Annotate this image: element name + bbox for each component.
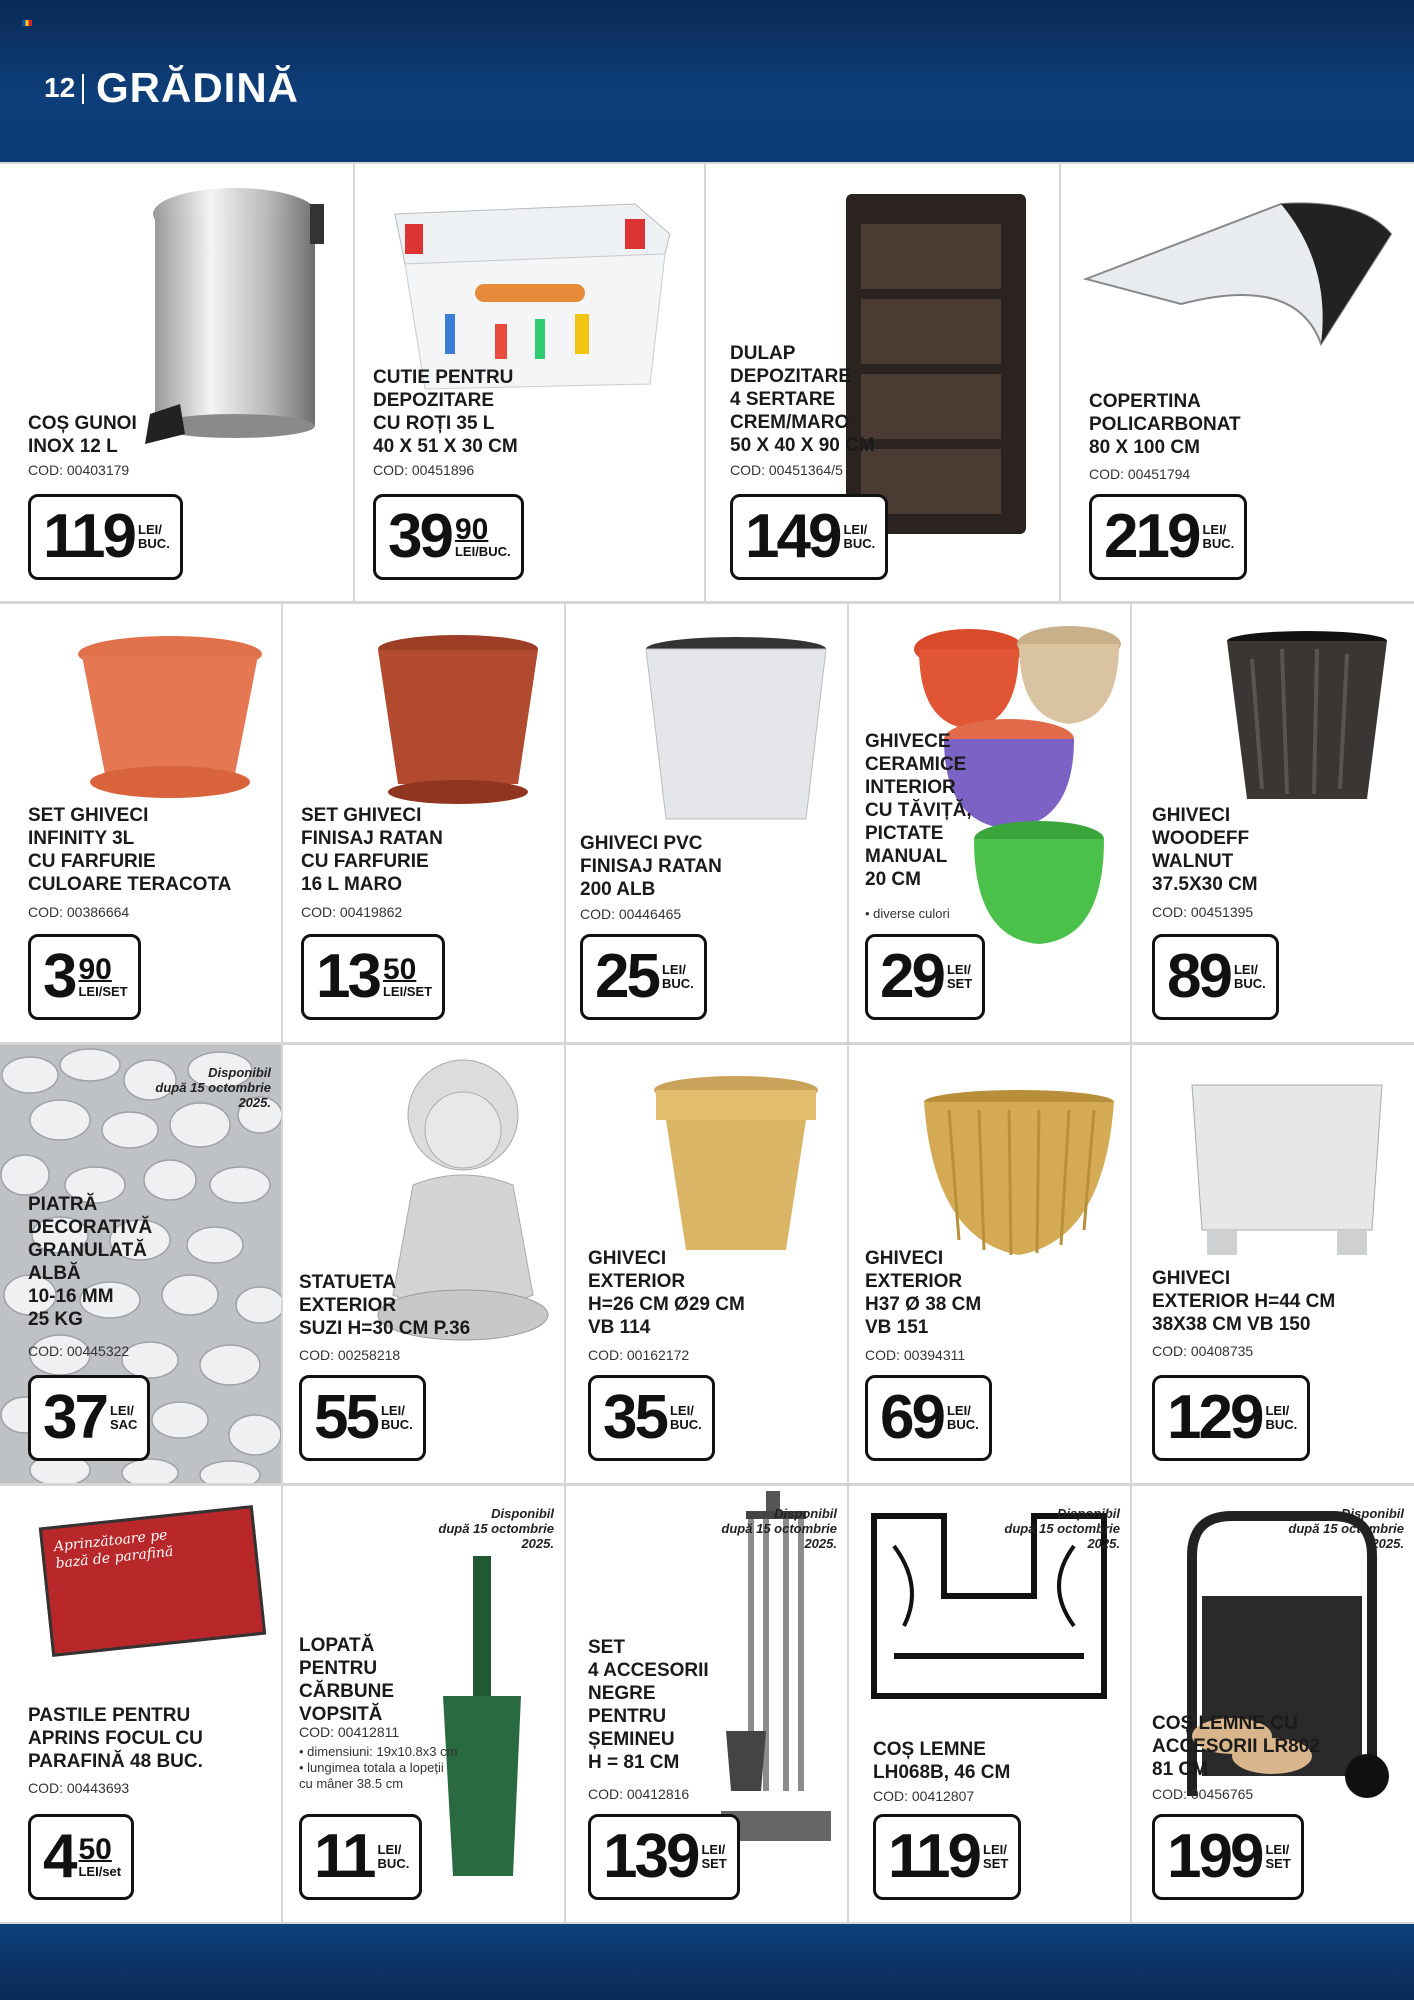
- price-tag: [865, 934, 985, 1020]
- availability-note: Disponibil după 15 octombrie 2025.: [721, 1506, 837, 1551]
- price-integer: 119: [888, 1822, 980, 1891]
- product-code: COD: 00394311: [865, 1347, 966, 1363]
- product-name: COȘ LEMNE CU ACCESORII LR802 81 CM: [1152, 1713, 1320, 1780]
- section-title: GRĂDINĂ: [96, 64, 299, 111]
- page-footer: [0, 1924, 1414, 2000]
- price-tag: [1089, 494, 1247, 580]
- price-unit: LEI/ SET: [946, 962, 973, 991]
- price-integer: 219: [1104, 502, 1199, 571]
- price-decimal: 90: [454, 513, 489, 546]
- price-unit: LEI/ BUC.: [669, 1403, 702, 1432]
- granite-pot-image: [1187, 1080, 1387, 1260]
- product-code: COD: 00412811: [299, 1724, 400, 1740]
- availability-note: Disponibil după 15 octombrie 2025.: [1288, 1506, 1404, 1551]
- price-tag: [1152, 934, 1279, 1020]
- price-tag: [28, 934, 141, 1020]
- price-integer: 35: [603, 1383, 666, 1452]
- canopy-image: [1081, 194, 1401, 354]
- price-integer: 69: [880, 1383, 943, 1452]
- product-card-statue[interactable]: [283, 1045, 564, 1483]
- price-tag: [588, 1814, 740, 1900]
- price-integer: 3: [43, 942, 75, 1011]
- terracotta-pot-image: [70, 634, 270, 814]
- price-tag: [28, 494, 183, 580]
- product-card-infinity-pot[interactable]: [0, 604, 281, 1042]
- price-unit: LEI/SET: [78, 984, 128, 999]
- product-card-canopy[interactable]: [1061, 164, 1414, 601]
- product-code: COD: 00451896: [373, 462, 475, 478]
- price-decimal: 50: [78, 1833, 112, 1866]
- product-name: STATUETA EXTERIOR SUZI H=30 CM P.36: [299, 1272, 471, 1339]
- availability-note: Disponibil după 15 octombrie 2025.: [1004, 1506, 1120, 1551]
- product-card-log-cart[interactable]: [1132, 1486, 1414, 1922]
- product-code: COD: 00412816: [588, 1786, 690, 1802]
- product-card-pvc-pot-white[interactable]: [566, 604, 847, 1042]
- price-tag: [28, 1375, 150, 1461]
- product-code: COD: 00419862: [301, 904, 403, 920]
- price-unit: LEI/ BUC.: [1202, 522, 1235, 551]
- product-name: SET 4 ACCESORII NEGRE PENTRU ȘEMINEU H = 81 CM: [588, 1637, 709, 1773]
- price-decimal: 90: [78, 953, 112, 986]
- price-unit: LEI/ SAC: [109, 1403, 138, 1432]
- price-unit: LEI/set: [78, 1864, 122, 1879]
- product-note: • diverse culori: [865, 906, 950, 921]
- price-tag: [1152, 1375, 1310, 1461]
- product-name: GHIVECI EXTERIOR H=26 CM Ø29 CM VB 114: [588, 1248, 745, 1338]
- price-unit: LEI/ BUC.: [377, 1842, 410, 1871]
- price-tag: [299, 1814, 422, 1900]
- product-card-exterior-pot-vb114[interactable]: [566, 1045, 847, 1483]
- price-unit: LEI/ BUC.: [380, 1403, 413, 1432]
- price-integer: 129: [1167, 1383, 1262, 1452]
- product-note: • dimensiuni: 19x10.8x3 cm • lungimea totala a lopeții cu mâner 38.5 cm: [299, 1744, 458, 1791]
- product-name: COPERTINA POLICARBONAT 80 X 100 CM: [1089, 391, 1241, 458]
- price-tag: [865, 1375, 992, 1461]
- product-code: COD: 00386664: [28, 904, 130, 920]
- product-card-drawer-cabinet[interactable]: [706, 164, 1059, 601]
- page-header: [0, 0, 1414, 162]
- price-tag: [873, 1814, 1021, 1900]
- product-card-ceramic-pots[interactable]: [849, 604, 1130, 1042]
- price-tag: [299, 1375, 426, 1461]
- product-code: COD: 00258218: [299, 1347, 401, 1363]
- price-unit: LEI/ BUC.: [1233, 962, 1266, 991]
- product-code: COD: 00445322: [28, 1343, 130, 1359]
- product-card-coal-shovel[interactable]: [283, 1486, 564, 1922]
- price-unit: LEI/SET: [382, 984, 433, 999]
- product-code: COD: 00403179: [28, 462, 130, 478]
- walnut-pot-image: [1222, 629, 1392, 809]
- price-integer: 4: [43, 1822, 75, 1891]
- product-card-ratan-pot-brown[interactable]: [283, 604, 564, 1042]
- product-name: SET GHIVECI INFINITY 3L CU FARFURIE CULOARE TERACOTA: [28, 805, 232, 895]
- product-name: GHIVECI PVC FINISAJ RATAN 200 ALB: [580, 833, 722, 900]
- ratan-pot-image: [373, 634, 543, 814]
- product-name: GHIVECI EXTERIOR H=44 CM 38X38 CM VB 150: [1152, 1268, 1336, 1335]
- availability-note: Disponibil după 15 octombrie 2025.: [438, 1506, 554, 1551]
- price-integer: 199: [1167, 1822, 1262, 1891]
- price-tag: [301, 934, 445, 1020]
- fire-starter-box-image: [39, 1505, 266, 1657]
- price-integer: 39: [388, 502, 451, 571]
- product-name: SET GHIVECI FINISAJ RATAN CU FARFURIE 16 L MARO: [301, 805, 443, 895]
- ribbed-pot-image: [919, 1090, 1119, 1260]
- product-code: COD: 00446465: [580, 906, 682, 922]
- price-integer: 139: [603, 1822, 698, 1891]
- price-integer: 29: [880, 942, 943, 1011]
- price-unit: LEI/ BUC.: [946, 1403, 979, 1432]
- price-tag: [588, 1375, 715, 1461]
- product-card-exterior-pot-vb150[interactable]: [1132, 1045, 1414, 1483]
- product-card-log-basket[interactable]: [849, 1486, 1130, 1922]
- trash-bin-image: [140, 184, 340, 454]
- price-tag: [580, 934, 707, 1020]
- price-integer: 89: [1167, 942, 1230, 1011]
- price-integer: 37: [43, 1383, 106, 1452]
- price-unit: LEI/ SET: [701, 1842, 727, 1871]
- product-card-storage-box[interactable]: [355, 164, 704, 601]
- shovel-image: [433, 1556, 533, 1886]
- product-name: PIATRĂ DECORATIVĂ GRANULATĂ ALBĂ 10-16 MM 25 KG: [28, 1194, 153, 1330]
- product-code: COD: 00162172: [588, 1347, 690, 1363]
- price-integer: 11: [314, 1822, 374, 1891]
- price-unit: LEI/ BUC.: [138, 522, 170, 551]
- product-name: LOPATĂ PENTRU CĂRBUNE VOPSITĂ: [299, 1635, 394, 1725]
- price-unit: LEI/ SET: [1265, 1842, 1291, 1871]
- flag-icon: [22, 20, 32, 26]
- storage-box-image: [385, 194, 675, 394]
- product-code: COD: 00451364/5: [730, 462, 843, 478]
- price-integer: 149: [745, 502, 840, 571]
- product-name: GHIVECI WOODEFF WALNUT 37.5X30 CM: [1152, 805, 1258, 895]
- price-integer: 25: [595, 942, 658, 1011]
- product-card-woodeff-pot[interactable]: [1132, 604, 1414, 1042]
- price-decimal: 50: [382, 953, 417, 986]
- product-name: GHIVECE CERAMICE INTERIOR CU TĂVIȚĂ, PICTATE MANUAL 20 CM: [865, 731, 972, 890]
- product-name: COȘ GUNOI INOX 12 L: [28, 413, 137, 457]
- sand-pot-image: [651, 1075, 821, 1255]
- price-unit: LEI/BUC.: [454, 544, 511, 559]
- availability-note: Disponibil după 15 octombrie 2025.: [155, 1065, 271, 1110]
- product-code: COD: 00456765: [1152, 1786, 1254, 1802]
- product-code: COD: 00451794: [1089, 466, 1191, 482]
- price-tag: [730, 494, 888, 580]
- product-card-exterior-pot-vb151[interactable]: [849, 1045, 1130, 1483]
- price-unit: LEI/ BUC.: [661, 962, 694, 991]
- product-card-fireplace-set[interactable]: [566, 1486, 847, 1922]
- price-unit: LEI/ SET: [983, 1842, 1009, 1871]
- product-card-trash-bin[interactable]: [0, 164, 353, 601]
- price-tag: [28, 1814, 134, 1900]
- product-name: GHIVECI EXTERIOR H37 Ø 38 CM VB 151: [865, 1248, 982, 1338]
- product-code: COD: 00443693: [28, 1780, 130, 1796]
- product-code: COD: 00451395: [1152, 904, 1254, 920]
- product-card-fire-starter[interactable]: [0, 1486, 281, 1922]
- product-name: COȘ LEMNE LH068B, 46 CM: [873, 1739, 1011, 1783]
- product-name: PASTILE PENTRU APRINS FOCUL CU PARAFINĂ 48 BUC.: [28, 1705, 203, 1772]
- price-tag: [373, 494, 524, 580]
- price-unit: LEI/ BUC.: [1265, 1403, 1298, 1432]
- price-integer: 55: [314, 1383, 377, 1452]
- product-name: DULAP DEPOZITARE 4 SERTARE CREM/MARO 50 X 40 X 90 CM: [730, 343, 875, 456]
- page-number: 12: [44, 72, 76, 103]
- price-unit: LEI/ BUC.: [843, 522, 876, 551]
- product-name: CUTIE PENTRU DEPOZITARE CU ROȚI 35 L 40 X 51 X 30 CM: [373, 367, 518, 457]
- price-integer: 13: [316, 942, 379, 1011]
- price-tag: [1152, 1814, 1304, 1900]
- product-code: COD: 00412807: [873, 1788, 975, 1804]
- price-integer: 119: [43, 502, 135, 571]
- box-label: Aprinzătoare pe bază de parafină: [53, 1527, 175, 1572]
- white-pot-image: [641, 634, 831, 824]
- product-card-decorative-stone[interactable]: [0, 1045, 281, 1483]
- header-separator: [82, 74, 84, 104]
- product-code: COD: 00408735: [1152, 1343, 1254, 1359]
